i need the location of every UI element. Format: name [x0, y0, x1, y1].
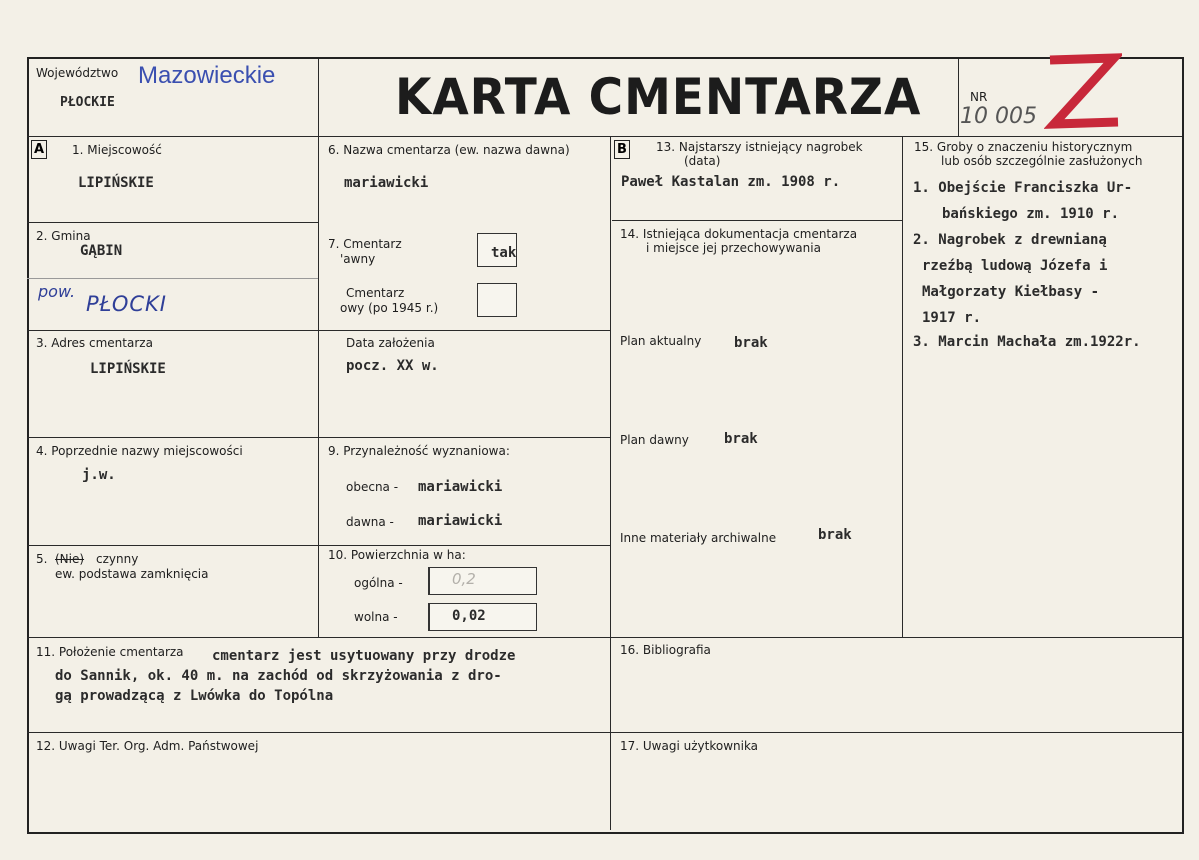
divider: [958, 59, 959, 136]
adres-label: 3. Adres cmentarza: [36, 336, 153, 350]
divider: [27, 222, 318, 223]
divider: [610, 136, 611, 830]
nagrobek-value: Paweł Kastalan zm. 1908 r.: [621, 174, 841, 190]
inne-materialy-value: brak: [818, 527, 852, 543]
zabytkowy-check-value: tak: [491, 245, 517, 261]
header-divider: [27, 136, 1182, 137]
nowy-label: Cmentarz: [346, 286, 405, 300]
divider: [612, 220, 902, 221]
dokumentacja-label: 14. Istniejąca dokumentacja cmentarza: [620, 227, 858, 241]
divider: [27, 732, 1182, 733]
section-b-tag: B: [614, 140, 630, 159]
pow-label: pow.: [38, 282, 76, 301]
miejscowosc-value: LIPIŃSKIE: [78, 175, 154, 191]
gmina-value: GĄBIN: [80, 243, 123, 259]
czynny-number: 5.: [36, 552, 48, 566]
czynny-label: czynny: [96, 552, 139, 566]
nagrobek-label: 13. Najstarszy istniejący nagrobek: [656, 140, 863, 154]
plan-dawny-label: Plan dawny: [620, 433, 689, 447]
dokumentacja-label-2: i miejsce jej przechowywania: [646, 241, 821, 255]
plan-aktualny-label: Plan aktualny: [620, 334, 702, 348]
nazwa-value: mariawicki: [344, 175, 429, 191]
divider: [27, 637, 1182, 638]
groby-label-2: lub osób szczególnie zasłużonych: [941, 154, 1143, 168]
groby-line: rzeźbą ludową Józefa i: [922, 258, 1108, 274]
divider: [318, 59, 319, 637]
wojewodztwo-stamp: Mazowieckie: [138, 62, 276, 89]
plan-dawny-value: brak: [724, 431, 758, 447]
red-z-mark: [1044, 52, 1122, 134]
bibliografia-label: 16. Bibliografia: [620, 643, 711, 657]
polozenie-line: gą prowadzącą z Lwówka do Topólna: [55, 688, 334, 704]
czynny-struck: (Nie): [55, 552, 85, 566]
nagrobek-label-2: (data): [684, 154, 721, 168]
data-zalozenia-label: Data założenia: [346, 336, 435, 350]
plan-aktualny-value: brak: [734, 335, 768, 351]
powierzchnia-label: 10. Powierzchnia w ha:: [328, 548, 466, 562]
ogolna-field: [428, 567, 537, 595]
groby-label: 15. Groby o znaczeniu historycznym: [914, 140, 1133, 154]
wyznanie-label: 9. Przynależność wyznaniowa:: [328, 444, 510, 458]
groby-line: 2. Nagrobek z drewnianą: [913, 232, 1107, 248]
adres-value: LIPIŃSKIE: [90, 361, 166, 377]
poprzednie-label: 4. Poprzednie nazwy miejscowości: [36, 444, 243, 458]
poprzednie-value: j.w.: [82, 467, 116, 483]
inne-materialy-label: Inne materiały archiwalne: [620, 531, 777, 545]
divider: [902, 136, 903, 637]
nazwa-label: 6. Nazwa cmentarza (ew. nazwa dawna): [328, 143, 570, 157]
dawna-label: dawna -: [346, 515, 394, 529]
ogolna-value: 0,2: [452, 570, 476, 588]
data-zalozenia-value: pocz. XX w.: [346, 358, 439, 374]
ogolna-label: ogólna -: [354, 576, 403, 590]
gmina-label: 2. Gmina: [36, 229, 91, 243]
wojewodztwo-value: PŁOCKIE: [60, 95, 115, 110]
nr-value: 10 005: [960, 104, 1037, 129]
groby-line: 3. Marcin Machała zm.1922r.: [913, 334, 1141, 350]
obecna-label: obecna -: [346, 480, 399, 494]
card-title: KARTA CMENTARZA: [395, 68, 922, 126]
uwagi-uzytkownika-label: 17. Uwagi użytkownika: [620, 739, 759, 753]
polozenie-line: cmentarz jest usytuowany przy drodze: [212, 648, 516, 664]
nr-label: NR: [970, 90, 988, 104]
dawna-value: mariawicki: [418, 513, 503, 529]
nowy-label-2: owy (po 1945 r.): [340, 301, 439, 315]
zabytkowy-label: 7. Cmentarz: [328, 237, 402, 251]
wolna-value: 0,02: [452, 608, 486, 624]
section-a-tag: A: [31, 140, 47, 159]
zamkniecie-label: ew. podstawa zamknięcia: [55, 567, 209, 581]
groby-line: 1917 r.: [922, 310, 982, 326]
wolna-label: wolna -: [354, 610, 398, 624]
groby-line: bańskiego zm. 1910 r.: [942, 206, 1120, 222]
wojewodztwo-label: Województwo: [36, 66, 119, 80]
zabytkowy-label-2: 'awny: [340, 252, 376, 266]
nowy-checkbox: [477, 283, 517, 317]
divider-light: [27, 278, 318, 279]
obecna-value: mariawicki: [418, 479, 503, 495]
groby-line: 1. Obejście Franciszka Ur-: [913, 180, 1133, 196]
polozenie-line: do Sannik, ok. 40 m. na zachód od skrzyżowania z dro-: [55, 668, 502, 684]
pow-value: PŁOCKI: [86, 292, 167, 316]
polozenie-label: 11. Położenie cmentarza: [36, 645, 184, 659]
groby-line: Małgorzaty Kiełbasy -: [922, 284, 1100, 300]
uwagi-label: 12. Uwagi Ter. Org. Adm. Państwowej: [36, 739, 259, 753]
miejscowosc-label: 1. Miejscowość: [72, 143, 162, 157]
